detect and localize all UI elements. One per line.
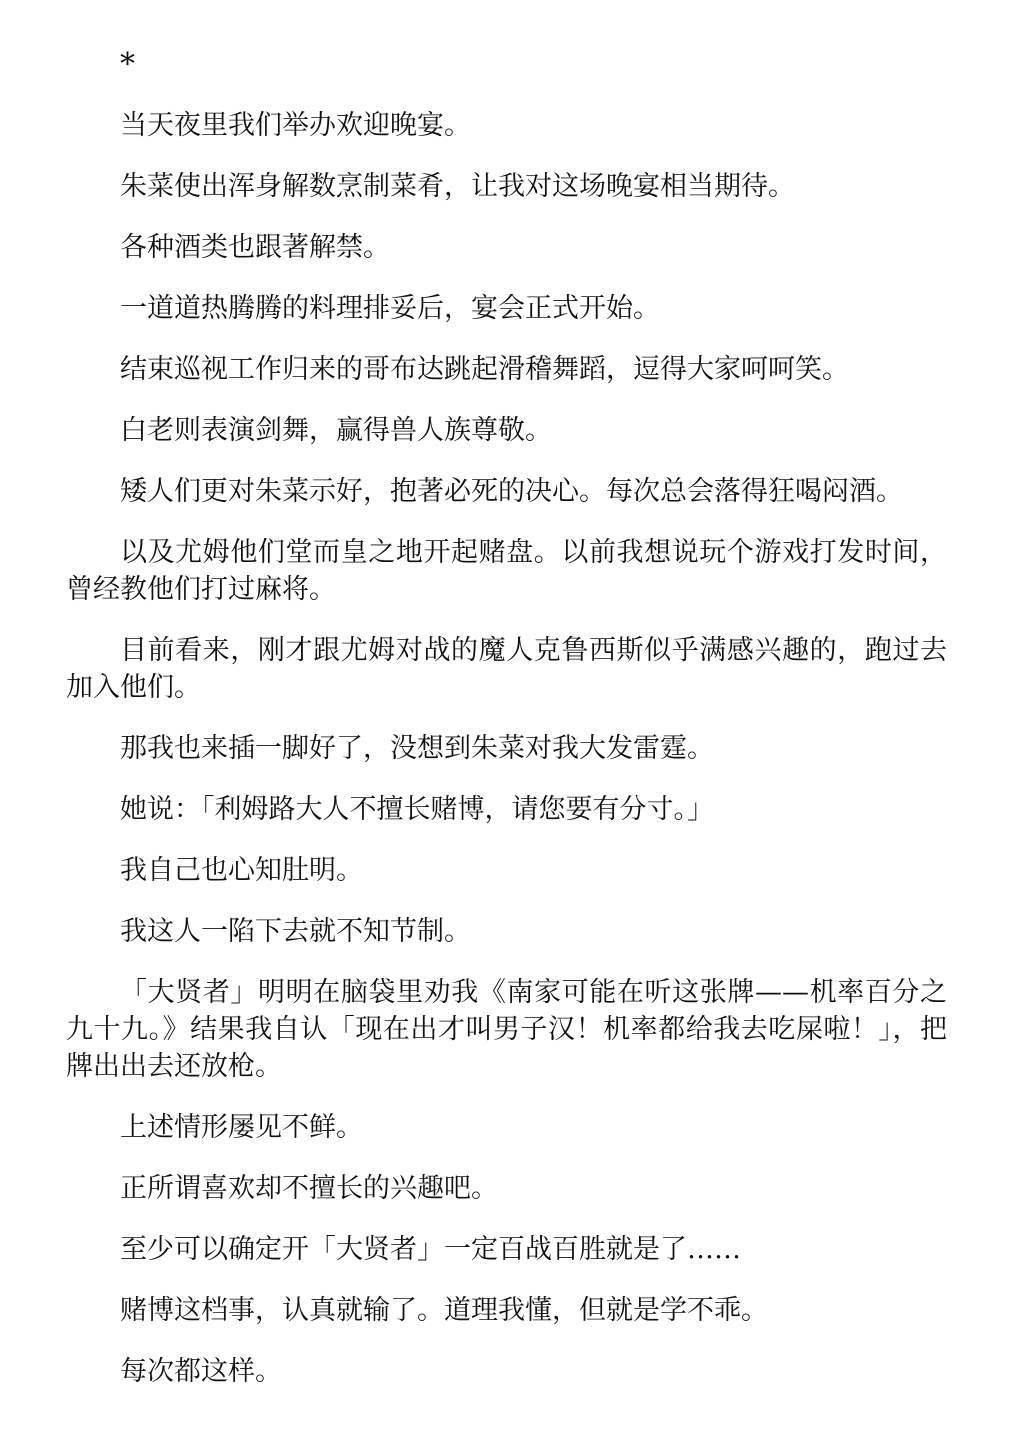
paragraph: 她说：「利姆路大人不擅长赌博，请您要有分寸。」	[120, 794, 714, 825]
paragraph: 每次都这样。	[120, 1356, 282, 1387]
paragraph: 白老则表演剑舞，赢得兽人族尊敬。	[120, 415, 552, 446]
paragraph: 「大贤者」明明在脑袋里劝我《南家可能在听这张牌——机率百分之九十九。》结果我自认「现在出才叫男子汉！机率都给我去吃屎啦！」，把牌出出去还放枪。	[66, 977, 947, 1082]
paragraph: 我这人一陷下去就不知节制。	[120, 916, 471, 947]
section-separator: *	[120, 47, 135, 82]
paragraph: 赌博这档事，认真就输了。道理我懂，但就是学不乖。	[120, 1295, 768, 1326]
paragraph: 至少可以确定开「大贤者」一定百战百胜就是了……	[120, 1234, 741, 1265]
paragraph: 以及尤姆他们堂而皇之地开起赌盘。以前我想说玩个游戏打发时间，曾经教他们打过麻将。	[66, 537, 947, 605]
paragraph: 当天夜里我们举办欢迎晚宴。	[120, 110, 471, 141]
paragraph: 各种酒类也跟著解禁。	[120, 232, 390, 263]
paragraph: 目前看来，刚才跟尤姆对战的魔人克鲁西斯似乎满感兴趣的，跑过去加入他们。	[66, 635, 947, 703]
paragraph: 一道道热腾腾的料理排妥后，宴会正式开始。	[120, 293, 660, 324]
paragraph: 我自己也心知肚明。	[120, 855, 363, 886]
paragraph: 矮人们更对朱菜示好，抱著必死的决心。每次总会落得狂喝闷酒。	[120, 476, 903, 507]
paragraph: 上述情形屡见不鲜。	[120, 1112, 363, 1143]
paragraph: 正所谓喜欢却不擅长的兴趣吧。	[120, 1173, 498, 1204]
paragraph: 结束巡视工作归来的哥布达跳起滑稽舞蹈，逗得大家呵呵笑。	[120, 354, 849, 385]
paragraph: 朱菜使出浑身解数烹制菜肴，让我对这场晚宴相当期待。	[120, 171, 795, 202]
paragraph: 那我也来插一脚好了，没想到朱菜对我大发雷霆。	[120, 733, 714, 764]
